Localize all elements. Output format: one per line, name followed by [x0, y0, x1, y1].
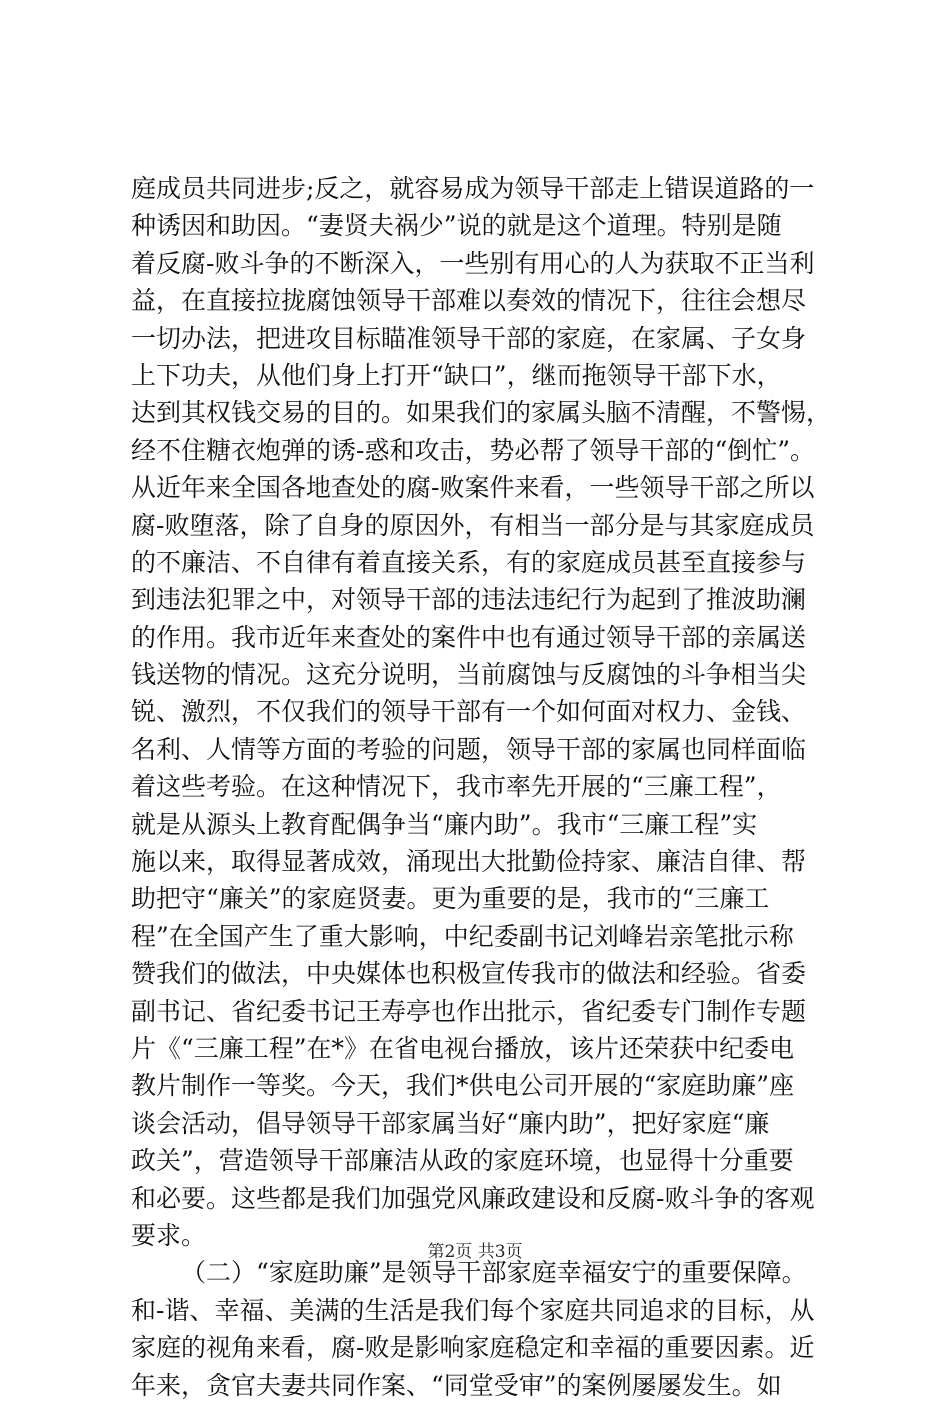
text-line: 政关”，营造领导干部廉洁从政的家庭环境，也显得十分重要	[131, 1146, 794, 1176]
text-line: 达到其权钱交易的目的。如果我们的家属头脑不清醒，不警惕，	[131, 398, 831, 428]
text-line: 家庭的视角来看，腐-败是影响家庭稳定和幸福的重要因素。近	[131, 1333, 815, 1363]
text-line: 名利、人情等方面的考验的问题，领导干部的家属也同样面临	[131, 734, 807, 764]
text-line: 一切办法，把进攻目标瞄准领导干部的家庭，在家属、子女身	[131, 323, 807, 353]
text-line: 庭成员共同进步;反之，就容易成为领导干部走上错误道路的一	[131, 174, 815, 203]
text-line: 教片制作一等奖。今天，我们*供电公司开展的“家庭助廉”座	[131, 1071, 795, 1101]
text-line: 益，在直接拉拢腐蚀领导干部难以奏效的情况下，往往会想尽	[131, 286, 807, 316]
section-heading-line: （二）“家庭助廉”是领导干部家庭幸福安宁的重要保障。	[181, 1258, 807, 1288]
text-line: 上下功夫，从他们身上打开“缺口”，继而拖领导干部下水，	[131, 360, 782, 390]
text-line: 到违法犯罪之中，对领导干部的违法违纪行为起到了推波助澜	[131, 585, 807, 615]
text-line: 腐-败堕落，除了自身的原因外，有相当一部分是与其家庭成员	[131, 510, 815, 540]
text-line: 钱送物的情况。这充分说明，当前腐蚀与反腐蚀的斗争相当尖	[131, 660, 807, 690]
text-line: 助把守“廉关”的家庭贤妻。更为重要的是，我市的“三廉工	[131, 884, 770, 914]
text-line: 谈会活动，倡导领导干部家属当好“廉内助”，把好家庭“廉	[131, 1108, 770, 1138]
text-line: 从近年来全国各地查处的腐-败案件来看，一些领导干部之所以	[131, 473, 815, 503]
text-line: 种诱因和助因。“妻贤夫祸少”说的就是这个道理。特别是随	[131, 211, 782, 241]
text-line: 副书记、省纪委书记王寿亭也作出批示，省纪委专门制作专题	[131, 996, 807, 1026]
text-line: 赞我们的做法，中央媒体也积极宣传我市的做法和经验。省委	[131, 959, 807, 989]
text-line: 年来，贪官夫妻共同作案、“同堂受审”的案例屡屡发生。如	[131, 1370, 782, 1400]
text-line: 的作用。我市近年来查处的案件中也有通过领导干部的亲属送	[131, 622, 807, 652]
page-footer	[0, 1237, 950, 1262]
text-line: 程”在全国产生了重大影响，中纪委副书记刘峰岩亲笔批示称	[131, 921, 794, 951]
text-line: 着这些考验。在这种情况下，我市率先开展的“三廉工程”，	[131, 772, 782, 802]
page-number-label: 第2页 共3页	[427, 1242, 523, 1262]
text-line: 着反腐-败斗争的不断深入，一些别有用心的人为获取不正当利	[131, 248, 815, 278]
text-line: 和-谐、幸福、美满的生活是我们每个家庭共同追求的目标，从	[131, 1295, 815, 1325]
text-line: 施以来，取得显著成效，涌现出大批勤俭持家、廉洁自律、帮	[131, 847, 807, 877]
text-line: 经不住糖衣炮弹的诱-惑和攻击，势必帮了领导干部的“倒忙”。	[131, 435, 816, 465]
text-line: 就是从源头上教育配偶争当“廉内助”。我市“三廉工程”实	[131, 809, 758, 839]
document-body	[131, 170, 831, 1404]
text-line: 锐、激烈，不仅我们的领导干部有一个如何面对权力、金钱、	[131, 697, 807, 727]
text-line: 要求。	[131, 1220, 207, 1250]
text-line: 片《“三廉工程”在*》在省电视台播放，该片还荣获中纪委电	[131, 1033, 795, 1063]
text-line: 的不廉洁、不自律有着直接关系，有的家庭成员甚至直接参与	[131, 547, 807, 577]
text-line: 和必要。这些都是我们加强党风廉政建设和反腐-败斗争的客观	[131, 1183, 815, 1213]
